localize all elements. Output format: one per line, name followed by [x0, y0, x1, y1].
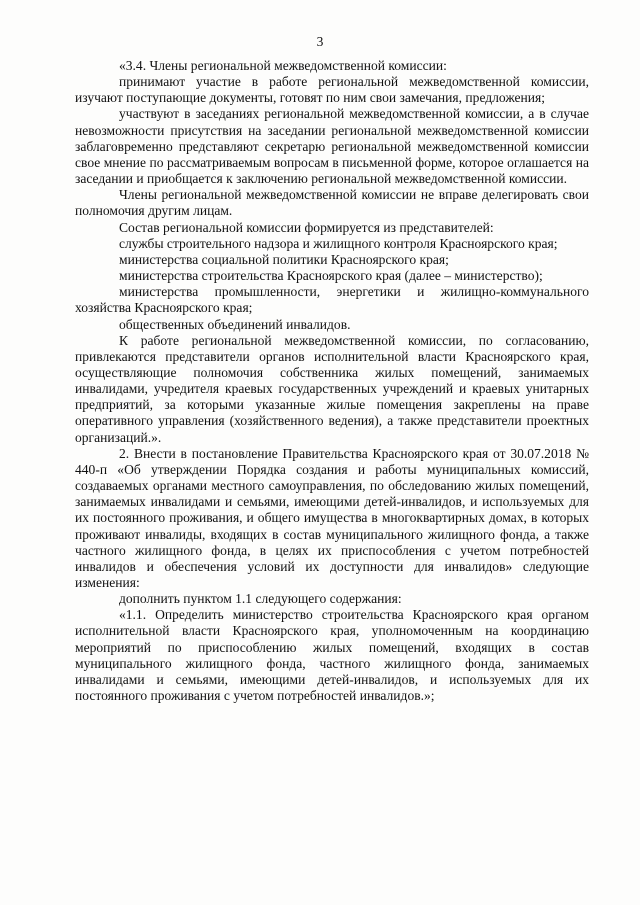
member-industry-ministry: министерства промышленности, энергетики и жилищно-коммунального хозяйства Красноярского края;: [75, 284, 589, 316]
paragraph-meetings: участвуют в заседаниях региональной межведомственной комиссии, а в случае невозможности присутствия на заседании региональной межведомственной комиссии заблаговременно представляют секретарю региональной межведомственной комиссии свое мнение по рассматриваемым вопросам в письменной форме, которое оглашается на заседании и приобщается к заключению региональной межведомственной комиссии.: [75, 106, 589, 187]
paragraph-item-2-amendment: 2. Внести в постановление Правительства Красноярского края от 30.07.2018 № 440-п «Об утверждении Порядка создания и работы муниципальных комиссий, создаваемых органами местного самоуправления, по обследованию жилых помещений, занимаемых инвалидами и семьями, имеющими детей-инвалидов, и используемых для их постоянного проживания, и общего имущества в многоквартирных домах, в которых проживают инвалиды, входящих в состав муниципального жилищного фонда, а также частного жилищного фонда, в целях их приспособления с учетом потребностей инвалидов и обеспечения условий их доступности для инвалидов» следующие изменения:: [75, 445, 589, 590]
page-number: 3: [316, 34, 324, 49]
member-public-associations: общественных объединений инвалидов.: [119, 316, 351, 332]
paragraph-participation: принимают участие в работе региональной межведомственной комиссии, изучают поступающие документы, готовят по ним свои замечания, предложения;: [75, 74, 589, 106]
paragraph-involved-representatives: К работе региональной межведомственной комиссии, по согласованию, привлекаются представители органов исполнительной власти Красноярского края, осуществляющие полномочия собственника жилых помещений, занимаемых инвалидами, учредителя краевых государственных учреждений и краевых унитарных предприятий, за которыми указанные жилые помещения закреплены на праве оперативного управления (хозяйственного ведения), а также представители проектных организаций.».: [75, 332, 589, 445]
member-social-policy: министерства социальной политики Красноярского края;: [119, 251, 449, 267]
paragraph-add-item: дополнить пунктом 1.1 следующего содержания:: [119, 591, 402, 607]
member-construction-ministry: министерства строительства Красноярского края (далее – министерство);: [119, 268, 543, 284]
paragraph-no-delegation: Члены региональной межведомственной комиссии не вправе делегировать свои полномочия другим лицам.: [75, 187, 589, 219]
paragraph-3-4-heading: «3.4. Члены региональной межведомственной комиссии:: [119, 58, 447, 73]
document-body: [75, 58, 589, 704]
member-construction-supervision: службы строительного надзора и жилищного контроля Красноярского края;: [119, 235, 558, 251]
paragraph-item-1-1: «1.1. Определить министерство строительства Красноярского края органом исполнительной власти Красноярского края, уполномоченным на координацию мероприятий по приспособлению жилых помещений, входящих в состав муниципального жилищного фонда, частного жилищного фонда, занимаемых инвалидами и семьями, имеющими детей-инвалидов, и используемых для их постоянного проживания с учетом потребностей инвалидов.»;: [75, 607, 589, 704]
paragraph-composition: Состав региональной комиссии формируется из представителей:: [119, 219, 494, 235]
